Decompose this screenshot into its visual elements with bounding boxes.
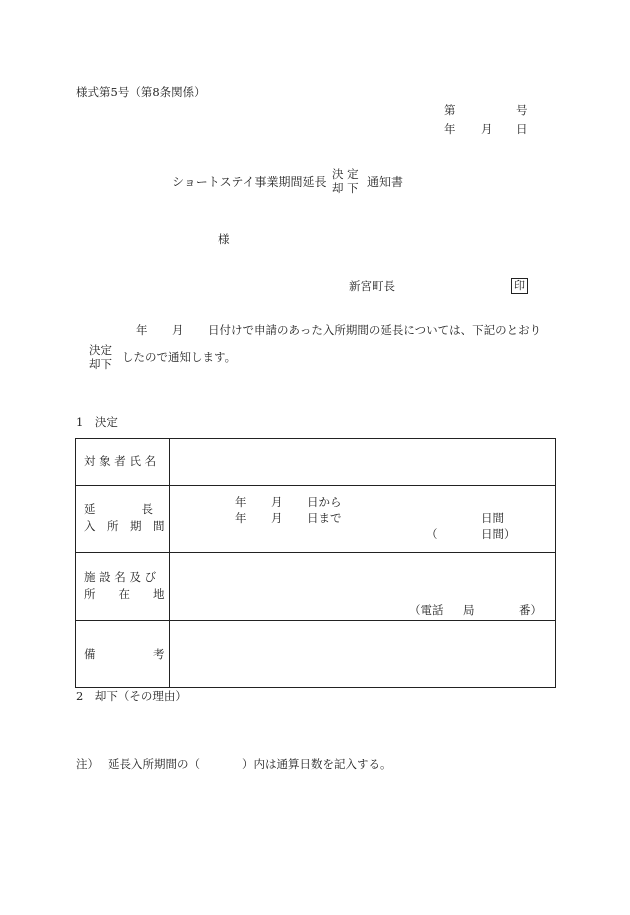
document-title: ショートステイ事業期間延長 — [172, 175, 327, 189]
seal-label: 印 — [511, 278, 528, 294]
extension-period-value-cell — [170, 486, 556, 553]
extension-label-bottom: 入 所 期 間 — [84, 519, 165, 533]
note-prefix: 注） — [76, 757, 99, 771]
body-option-rejection: 却下 — [89, 357, 112, 372]
body-text-line2: したので通知します。 — [122, 350, 237, 364]
form-number-label: 様式第5号（第8条関係） — [76, 85, 206, 99]
subject-name-value-cell — [170, 439, 556, 486]
body-decision-options — [89, 343, 112, 372]
remarks-label-cell — [76, 621, 170, 688]
remarks-value-cell — [170, 621, 556, 688]
period-days-label: 日間 — [481, 511, 504, 525]
body-text-line1: 日付けで申請のあった入所期間の延長については、下記のとおり — [208, 323, 542, 337]
decision-details-table — [75, 438, 556, 688]
table-row-remarks — [76, 621, 556, 688]
body-year-label: 年 — [136, 323, 148, 337]
seal-mark — [511, 278, 528, 294]
period-to-month: 月 — [271, 511, 283, 525]
table-row-extension-period — [76, 486, 556, 553]
facility-value-cell — [170, 553, 556, 621]
title-decision-options — [332, 167, 359, 196]
facility-label-top: 施 設 名 及 び — [84, 570, 157, 584]
title-option-decision: 決 定 — [332, 167, 359, 181]
date-month-label: 月 — [481, 122, 493, 136]
phone-exchange-label: 局 — [463, 603, 475, 617]
note-text-part1: 延長入所期間の（ — [108, 757, 200, 771]
period-from-year: 年 — [235, 495, 247, 509]
subject-name-label: 対 象 者 氏 名 — [84, 454, 157, 468]
document-number-prefix: 第 — [444, 103, 456, 117]
date-day-label: 日 — [516, 122, 528, 136]
period-total-open-paren: （ — [426, 527, 438, 541]
table-row-facility — [76, 553, 556, 621]
period-to-day: 日まで — [307, 511, 342, 525]
document-title-suffix: 通知書 — [367, 175, 404, 189]
section-decision-heading: 1 決定 — [76, 415, 118, 429]
extension-period-label-cell — [76, 486, 170, 553]
body-option-decision: 決定 — [89, 343, 112, 357]
date-year-label: 年 — [444, 122, 456, 136]
note-text-part2: ）内は通算日数を記入する。 — [242, 757, 392, 771]
addressee-honorific: 様 — [218, 232, 230, 246]
phone-label: （電話 — [409, 603, 444, 617]
period-from-month: 月 — [271, 495, 283, 509]
issuer-name: 新宮町長 — [349, 279, 395, 293]
title-option-rejection: 却 下 — [332, 181, 359, 196]
extension-label-top: 延 長 — [84, 502, 153, 516]
period-from-day: 日から — [307, 495, 342, 509]
document-number-suffix: 号 — [516, 103, 528, 117]
remarks-label: 備 考 — [84, 647, 165, 661]
table-row-subject-name — [76, 439, 556, 486]
period-to-year: 年 — [235, 511, 247, 525]
facility-label-bottom: 所 在 地 — [84, 587, 165, 601]
phone-number-label: 番） — [519, 603, 542, 617]
subject-name-label-cell — [76, 439, 170, 486]
facility-label-cell — [76, 553, 170, 621]
body-month-label: 月 — [172, 323, 184, 337]
section-rejection-heading: 2 却下（その理由） — [76, 689, 187, 703]
period-total-days-label: 日間） — [481, 527, 516, 541]
